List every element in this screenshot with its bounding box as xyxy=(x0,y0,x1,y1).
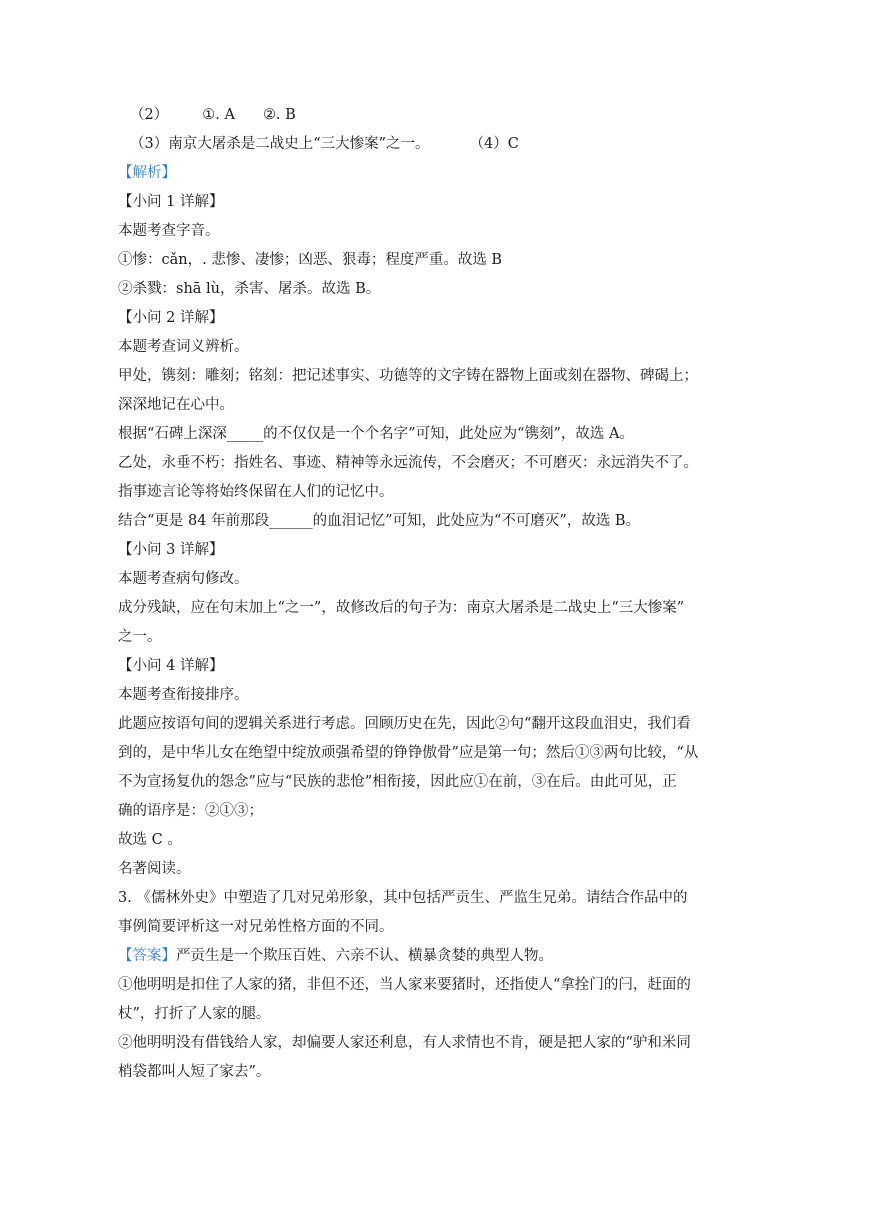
paragraph-line: 深深地记在心中。 xyxy=(118,397,234,413)
section-title: 名著阅读。 xyxy=(118,861,191,877)
paragraph-line: 根据“石碑上深深_____的不仅仅是一个个名字”可知，此处应为“镌刻”，故选 A。 xyxy=(118,426,634,442)
paragraph-line: ①他明明是扣住了人家的猪，非但不还，当人家来要猪时，还指使人“拿拴门的闩，赶面的 xyxy=(118,977,691,993)
paragraph-line: 梢袋都叫人短了家去”。 xyxy=(118,1064,271,1080)
subquestion-1-heading: 【小问 1 详解】 xyxy=(118,194,224,210)
question-number-2: （2） xyxy=(130,107,169,123)
answer-4: （4）C xyxy=(469,136,519,152)
paragraph-line: 故选 C 。 xyxy=(118,832,182,848)
question-3-text: 3. 《儒林外史》中塑造了几对兄弟形象，其中包括严贡生、严监生兄弟。请结合作品中的 xyxy=(118,890,688,906)
paragraph-line: ②杀戮：shā lù，杀害、屠杀。故选 B。 xyxy=(118,281,381,297)
paragraph-line: 不为宣扬复仇的怨念”应与“民族的悲怆”相衔接，因此应①在前，③在后。由此可见，正 xyxy=(118,774,677,790)
paragraph-line: 此题应按语句间的逻辑关系进行考虑。回顾历史在先，因此②句“翻开这段血泪史，我们看 xyxy=(118,716,691,732)
answer-option-1: ①. A xyxy=(202,107,235,123)
answer-line-3-4 xyxy=(130,134,770,154)
paragraph-line: ①惨：cǎn，. 悲惨、凄惨；凶恶、狠毒；程度严重。故选 B xyxy=(118,252,503,268)
subquestion-4-heading: 【小问 4 详解】 xyxy=(118,658,224,674)
subquestion-3-heading: 【小问 3 详解】 xyxy=(118,542,224,558)
analysis-heading: 【解析】 xyxy=(118,165,176,181)
paragraph-line: 之一。 xyxy=(118,629,162,645)
answer-3: （3）南京大屠杀是二战史上“三大惨案”之一。 xyxy=(130,136,430,152)
paragraph-line: 成分残缺，应在句末加上“之一”，故修改后的句子为：南京大屠杀是二战史上“三大惨案” xyxy=(118,600,685,616)
paragraph-line: 本题考查病句修改。 xyxy=(118,571,249,587)
answer-text: 严贡生是一个欺压百姓、六亲不认、横暴贪婪的典型人物。 xyxy=(176,948,553,964)
paragraph-line: 结合“更是 84 年前那段______的血泪记忆”可知，此处应为“不可磨灭”，故选 B。 xyxy=(118,513,641,529)
paragraph-line: 杖”，打折了人家的腿。 xyxy=(118,1006,271,1022)
paragraph-line: 确的语序是：②①③； xyxy=(118,803,263,819)
paragraph-line: ②他明明没有借钱给人家，却偏要人家还利息，有人求情也不肯，硬是把人家的“驴和米同 xyxy=(118,1035,691,1051)
answer-tag: 【答案】 xyxy=(118,948,176,964)
paragraph-line: 本题考查字音。 xyxy=(118,223,220,239)
paragraph-line: 本题考查词义辨析。 xyxy=(118,339,249,355)
answer-line xyxy=(118,946,758,966)
answer-option-2: ②. B xyxy=(262,107,296,123)
subquestion-2-heading: 【小问 2 详解】 xyxy=(118,310,224,326)
paragraph-line: 本题考查衔接排序。 xyxy=(118,687,249,703)
paragraph-line: 甲处，镌刻：雕刻；铭刻：把记述事实、功德等的文字铸在器物上面或刻在器物、碑碣上； xyxy=(118,368,698,384)
paragraph-line: 指事迹言论等将始终保留在人们的记忆中。 xyxy=(118,484,394,500)
paragraph-line: 到的，是中华儿女在绝望中绽放顽强希望的铮铮傲骨”应是第一句；然后①③两句比较，“从 xyxy=(118,745,699,761)
question-3-text: 事例简要评析这一对兄弟性格方面的不同。 xyxy=(118,919,394,935)
answer-line-2 xyxy=(130,105,770,125)
paragraph-line: 乙处，永垂不朽：指姓名、事迹、精神等永远流传，不会磨灭；不可磨灭：永远消失不了。 xyxy=(118,455,698,471)
